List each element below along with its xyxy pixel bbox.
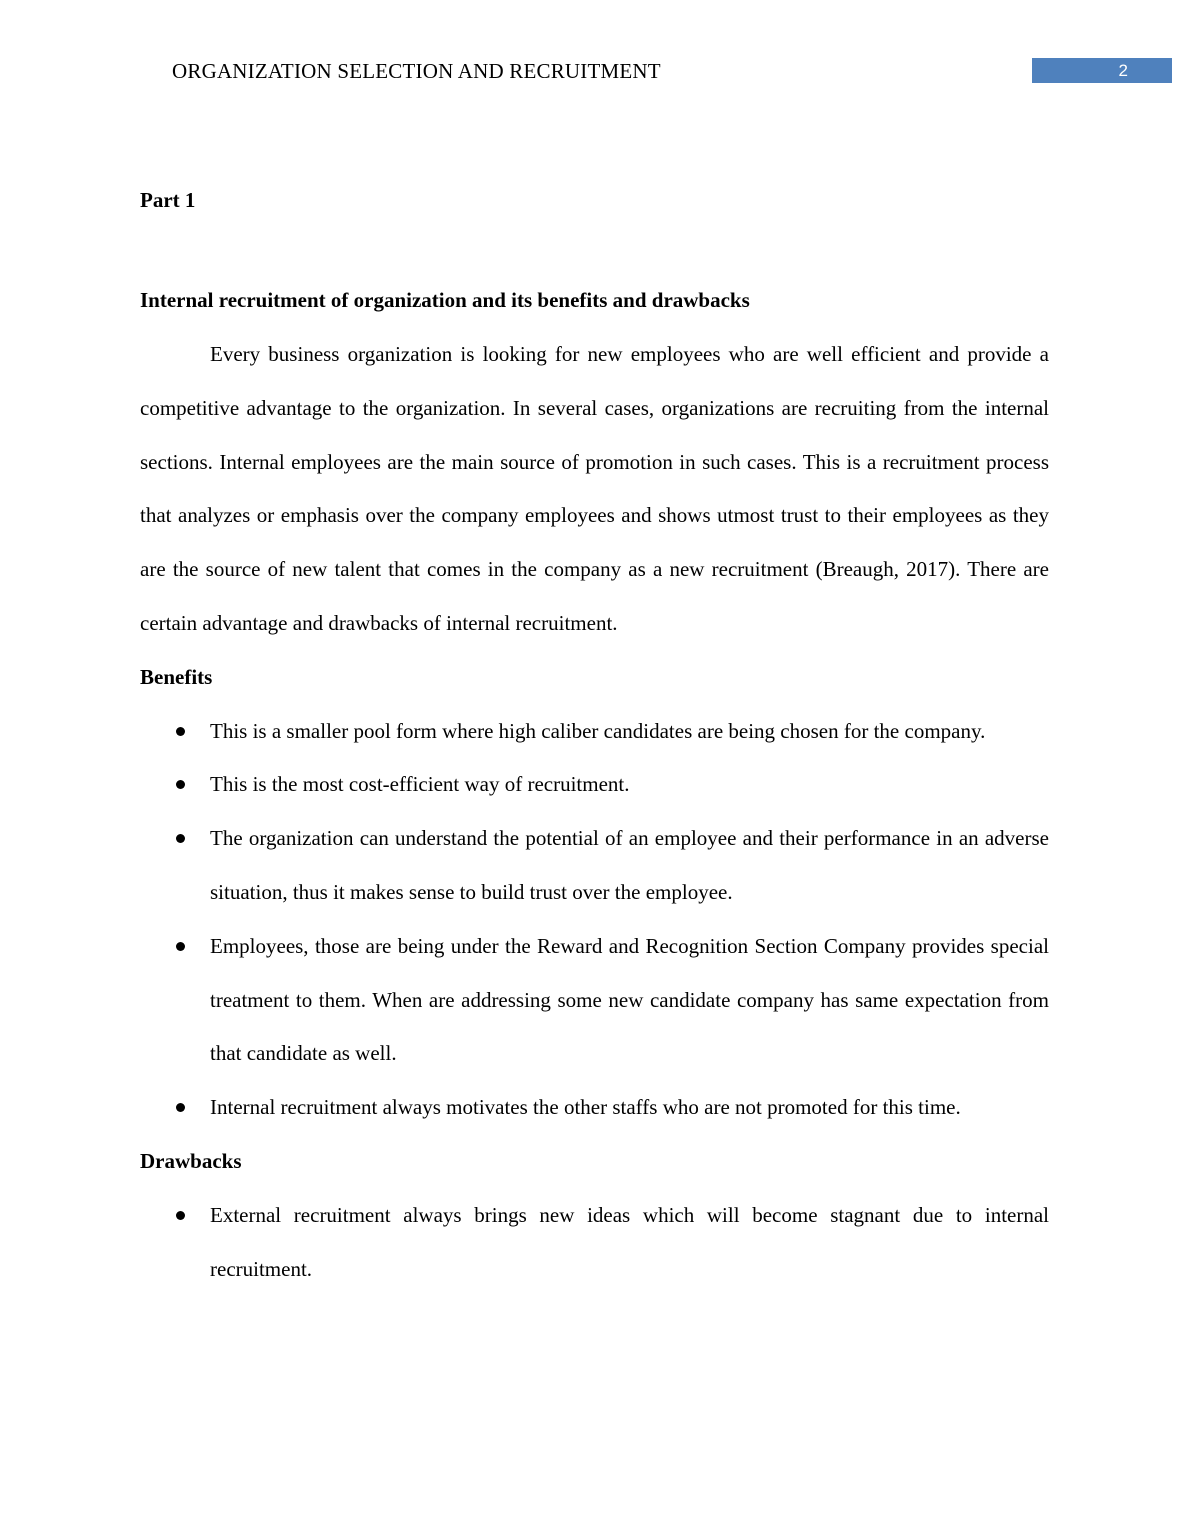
running-head: ORGANIZATION SELECTION AND RECRUITMENT [172, 59, 661, 83]
intro-paragraph: Every business organization is looking for new employees who are well efficient and provide a competitive advantage to the organization. In several cases, organizations are recruiting from the internal sections. Internal employees are the main source of promotion in such cases. This is a recruitment process that analyzes or emphasis over the company employees and shows utmost trust to their employees as they are the source of new talent that comes in the company as a new recruitment (Breaugh, 2017). There are certain advantage and drawbacks of internal recruitment. [140, 342, 1049, 635]
benefit-item [140, 758, 1049, 812]
benefit-item [140, 705, 1049, 759]
section-heading: Internal recruitment of organization and its benefits and drawbacks [140, 288, 750, 312]
benefits-list [140, 705, 1049, 1135]
benefit-text: The organization can understand the potential of an employee and their performance in an adverse situation, thus it makes sense to build trust over the employee. [210, 826, 1049, 904]
bullet-icon [176, 942, 185, 951]
benefit-item [140, 1081, 1049, 1135]
benefit-text: Internal recruitment always motivates the other staffs who are not promoted for this time. [210, 1095, 961, 1120]
page-number: 2 [1032, 58, 1172, 83]
part-heading: Part 1 [140, 188, 196, 212]
benefits-heading: Benefits [140, 664, 213, 689]
bullet-icon [176, 1103, 185, 1112]
bullet-icon [176, 1211, 185, 1220]
drawback-item [140, 1189, 1049, 1297]
benefit-text: This is a smaller pool form where high caliber candidates are being chosen for the company. [210, 718, 986, 743]
bullet-icon [176, 727, 185, 736]
drawback-text: External recruitment always brings new ideas which will become stagnant due to internal recruitment. [210, 1202, 1049, 1281]
benefit-text: Employees, those are being under the Reward and Recognition Section Company provides special treatment to them. When are addressing some new candidate company has same expectation from that candidate as well. [210, 933, 1049, 1066]
benefit-item [140, 920, 1049, 1081]
bullet-icon [176, 834, 185, 843]
drawbacks-list [140, 1189, 1049, 1297]
document-flow [140, 328, 1049, 1296]
benefit-text: This is the most cost-efficient way of recruitment. [210, 772, 630, 797]
drawbacks-heading: Drawbacks [140, 1148, 242, 1173]
benefit-item [140, 812, 1049, 920]
bullet-icon [176, 780, 185, 789]
